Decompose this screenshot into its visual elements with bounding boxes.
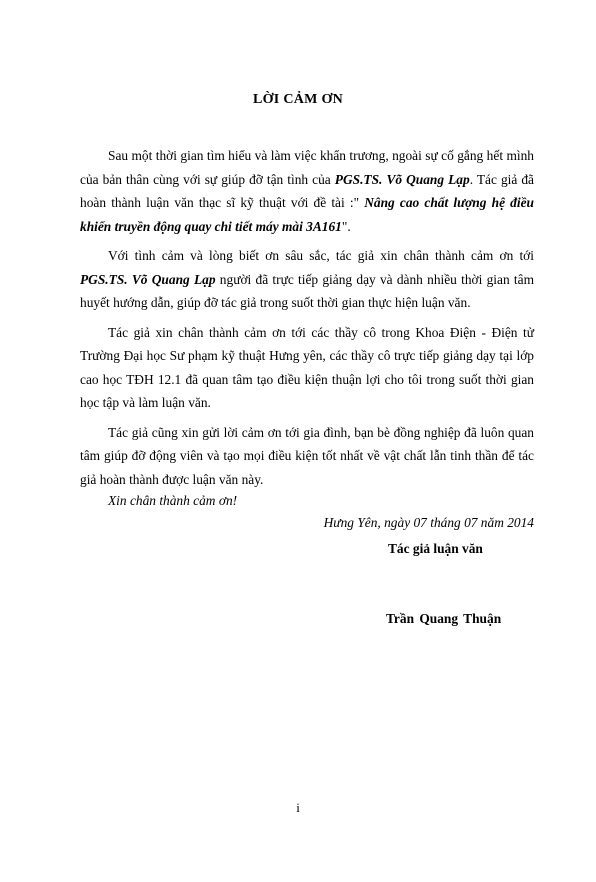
paragraph-4: Tác giả cũng xin gửi lời cảm ơn tới gia đình, bạn bè đồng nghiệp đã luôn quan tâm giúp đỡ động viên và tạo mọi điều kiện tốt nhất về vật chất lẫn tinh thần để tác giả hoàn thành được luận văn này. [80, 424, 534, 487]
thesis-title: Nâng cao chất lượng hệ điều khiển truyền động quay chi tiết máy mài 3A161 [80, 195, 534, 234]
document-body [80, 144, 534, 491]
paragraph-1 [80, 144, 534, 238]
paragraph-2-text-after: người đã trực tiếp giảng dạy và dành nhiều thời gian tâm huyết hướng dẫn, giúp đỡ tác giả trong suốt thời gian thực hiện luận văn. [80, 271, 534, 310]
paragraph-1-text-before: Sau một thời gian tìm hiểu và làm việc khẩn trương, ngoài sự cố gắng hết mình của bản thân cùng với sự giúp đỡ tận tình của [80, 148, 534, 187]
author-name: Trần Quang Thuận [386, 611, 502, 626]
place-date: Hưng Yên, ngày 07 tháng 07 năm 2014 [323, 515, 534, 530]
page-title: LỜI CẢM ƠN [252, 92, 344, 107]
advisor-name: PGS.TS. Võ Quang Lạp [334, 171, 470, 187]
page-number: i [296, 800, 300, 815]
paragraph-2 [80, 244, 534, 315]
paragraph-2-text-before: Với tình cảm và lòng biết ơn sâu sắc, tác giả xin chân thành cảm ơn tới [108, 248, 534, 263]
author-label: Tác giả luận văn [388, 541, 483, 556]
closing-thanks: Xin chân thành cảm ơn! [108, 493, 238, 508]
advisor-name: PGS.TS. Võ Quang Lạp [80, 271, 216, 287]
paragraph-3: Tác giả xin chân thành cảm ơn tới các thầy cô trong Khoa Điện - Điện tử Trường Đại học Sư phạm kỹ thuật Hưng yên, các thầy cô trực tiếp giảng dạy tại lớp cao học TĐH 12.1 đã quan tâm tạo điều kiện thuận lợi cho tôi trong suốt thời gian học tập và làm luận văn. [80, 324, 534, 410]
paragraph-1-text-after: ". [341, 218, 351, 234]
paragraph-1-text-middle: . Tác giả đã hoàn thành luận văn thạc sĩ kỹ thuật với đề tài :" [80, 171, 534, 210]
